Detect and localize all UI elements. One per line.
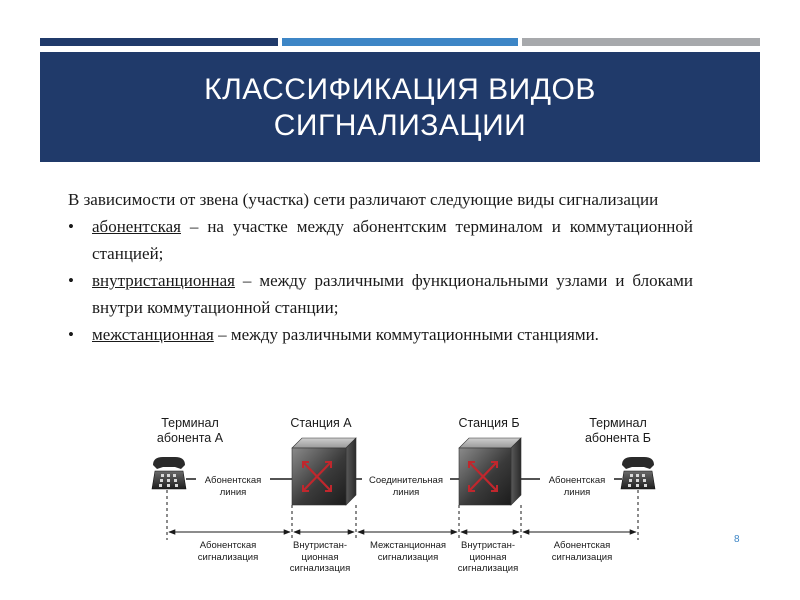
terminal-a-label-line-2: абонента А bbox=[156, 431, 224, 445]
subscriber-line-b-label bbox=[540, 475, 614, 498]
terminal-b-label bbox=[568, 416, 668, 446]
subscriber-line-a-label-line-2: линия bbox=[219, 486, 247, 498]
definition-intra-station: – между различными функциональными узлами и блоками внутри коммутационной станции; bbox=[92, 271, 693, 317]
trunk-line-label-line-2: линия bbox=[392, 486, 420, 498]
subscriber-signaling-b-label-line-1: Абонентская bbox=[553, 540, 611, 551]
bullet-icon: • bbox=[68, 325, 74, 344]
intra-station-signaling-a-label-line-2: ционная bbox=[301, 551, 339, 563]
term-subscriber: абонентская bbox=[92, 217, 181, 236]
subscriber-signaling-a-label-line-1: Абонентская bbox=[199, 540, 257, 551]
subscriber-signaling-a-label bbox=[186, 540, 270, 563]
term-intra-station: внутристанционная bbox=[92, 271, 235, 290]
intra-station-signaling-b-label-line-1: Внутристан- bbox=[461, 540, 515, 551]
intra-station-signaling-a-label-line-1: Внутристан- bbox=[293, 540, 347, 551]
intra-station-signaling-a-label-line-3: сигнализация bbox=[289, 563, 351, 574]
switch-station-icon bbox=[292, 438, 356, 505]
intra-station-signaling-b-label bbox=[448, 540, 528, 575]
subscriber-signaling-a-label-line-2: сигнализация bbox=[197, 551, 259, 563]
terminal-a-label-line-1: Терминал bbox=[161, 416, 219, 430]
intra-station-signaling-b-label-line-2: ционная bbox=[469, 551, 507, 563]
intra-station-signaling-a-label bbox=[280, 540, 360, 575]
terminal-a-label bbox=[140, 416, 240, 446]
intra-station-signaling-b-label-line-3: сигнализация bbox=[457, 563, 519, 574]
definition-inter-station: – между различными коммутационными станциями. bbox=[213, 325, 599, 344]
station-b-label: Станция Б bbox=[458, 416, 520, 430]
inter-station-signaling-label-line-2: сигнализация bbox=[377, 551, 439, 563]
switch-station-icon bbox=[459, 438, 521, 505]
trunk-line-label-line-1: Соединительная bbox=[368, 475, 443, 486]
bullet-icon: • bbox=[68, 217, 74, 236]
bullet-icon: • bbox=[68, 271, 74, 290]
terminal-b-label-line-1: Терминал bbox=[589, 416, 647, 430]
slide-title-line-2: СИГНАЛИЗАЦИИ bbox=[273, 109, 527, 142]
intro-paragraph: В зависимости от звена (участка) сети различают следующие виды сигнализации bbox=[68, 190, 659, 209]
terminal-b-label-line-2: абонента Б bbox=[584, 431, 652, 445]
slide-title-line-1: КЛАССИФИКАЦИЯ ВИДОВ bbox=[204, 73, 596, 106]
telephone-icon bbox=[621, 457, 655, 489]
definition-subscriber: – на участке между абонентским терминалом и коммутационной станцией; bbox=[92, 217, 693, 263]
subscriber-signaling-b-label-line-2: сигнализация bbox=[551, 551, 613, 563]
subscriber-line-b-label-line-2: линия bbox=[563, 486, 591, 498]
subscriber-line-a-label bbox=[196, 475, 270, 498]
subscriber-line-a-label-line-1: Абонентская bbox=[204, 475, 262, 486]
trunk-line-label bbox=[362, 475, 450, 498]
subscriber-signaling-b-label bbox=[540, 540, 624, 563]
inter-station-signaling-label bbox=[360, 540, 456, 563]
station-a-label: Станция А bbox=[290, 416, 352, 430]
inter-station-signaling-label-line-1: Межстанционная bbox=[369, 540, 447, 551]
term-inter-station: межстанционная bbox=[92, 325, 214, 344]
telephone-icon bbox=[152, 457, 186, 489]
page-number: 8 bbox=[734, 534, 740, 545]
subscriber-line-b-label-line-1: Абонентская bbox=[548, 475, 606, 486]
